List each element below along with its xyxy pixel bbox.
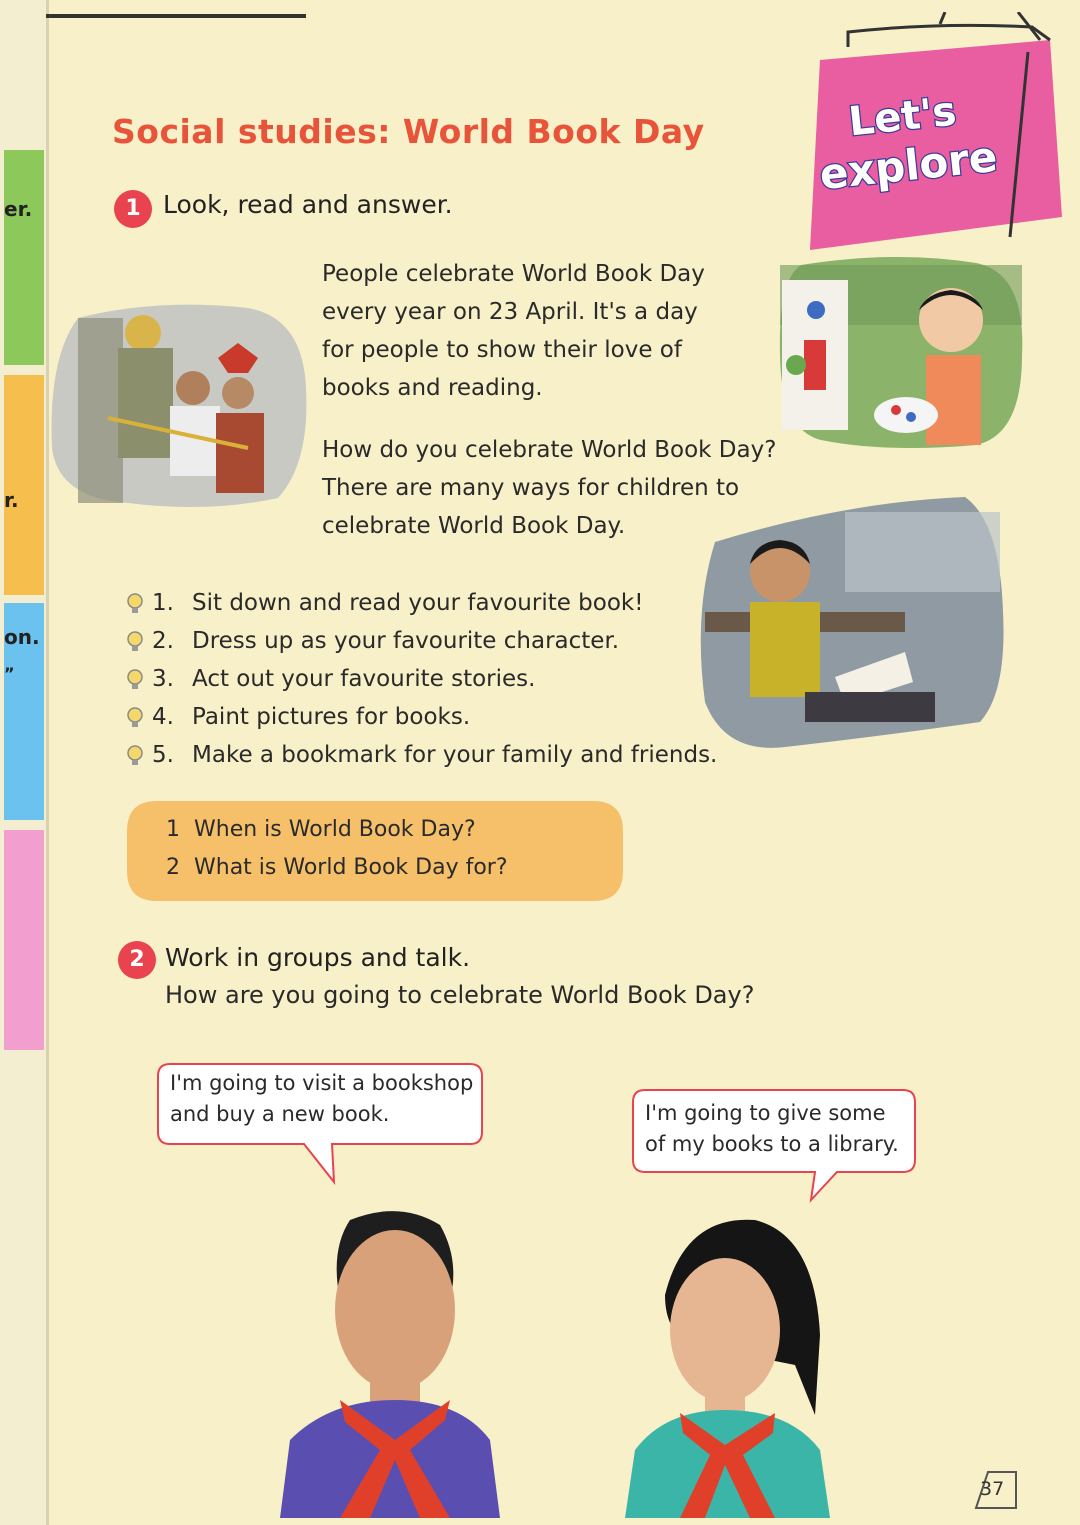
list-number: 2. bbox=[152, 628, 174, 654]
list-item bbox=[122, 698, 717, 736]
speech-text-girl bbox=[645, 1098, 899, 1160]
list-item bbox=[122, 736, 717, 774]
speech-line: of my books to a library. bbox=[645, 1132, 899, 1156]
list-number: 4. bbox=[152, 704, 174, 730]
lightbulb-icon bbox=[122, 704, 148, 730]
paragraph-line: How do you celebrate World Book Day? bbox=[322, 437, 777, 463]
speech-line: I'm going to visit a bookshop bbox=[170, 1071, 474, 1095]
lightbulb-icon bbox=[122, 590, 148, 616]
speech-text-boy bbox=[170, 1068, 473, 1130]
painting-photo bbox=[776, 255, 1026, 450]
page-title: Social studies: World Book Day bbox=[112, 112, 705, 151]
page-number: 37 bbox=[980, 1478, 1005, 1500]
lets-explore-badge bbox=[800, 12, 1070, 257]
list-item bbox=[122, 622, 717, 660]
list-item bbox=[122, 584, 717, 622]
activity-number-1: 1 bbox=[114, 190, 152, 228]
badge-line-1: Let's bbox=[846, 88, 959, 146]
question-bubble bbox=[127, 801, 623, 901]
orange-tab-strip bbox=[4, 375, 44, 595]
list-number: 3. bbox=[152, 666, 174, 692]
activity-2-prompt: How are you going to celebrate World Book Day? bbox=[165, 981, 755, 1009]
margin-fragment: r. bbox=[4, 488, 19, 512]
badge-line-2: explore bbox=[817, 131, 1000, 200]
green-tab-strip bbox=[4, 150, 44, 365]
paragraph-line: celebrate World Book Day. bbox=[322, 513, 626, 539]
lightbulb-icon bbox=[122, 742, 148, 768]
question-number: 1 bbox=[166, 817, 180, 842]
lightbulb-icon bbox=[122, 628, 148, 654]
paragraph-line: People celebrate World Book Day bbox=[322, 261, 705, 287]
question-text: When is World Book Day? bbox=[194, 817, 476, 842]
paragraph-line: for people to show their love of bbox=[322, 337, 682, 363]
boy-photo bbox=[270, 1200, 500, 1518]
pink-tab-strip bbox=[4, 830, 44, 1050]
reading-photo bbox=[695, 492, 1007, 754]
question-1 bbox=[166, 817, 476, 842]
speech-line: I'm going to give some bbox=[645, 1101, 886, 1125]
list-number: 1. bbox=[152, 590, 174, 616]
question-number: 2 bbox=[166, 855, 180, 880]
list-text: Dress up as your favourite character. bbox=[192, 628, 620, 654]
paragraph-line: books and reading. bbox=[322, 375, 543, 401]
paragraph-line: There are many ways for children to bbox=[322, 475, 740, 501]
girl-photo bbox=[625, 1215, 830, 1518]
paragraph-line: every year on 23 April. It's a day bbox=[322, 299, 698, 325]
costume-photo bbox=[48, 298, 310, 510]
celebration-ways-list bbox=[122, 584, 717, 774]
question-text: What is World Book Day for? bbox=[194, 855, 508, 880]
list-text: Paint pictures for books. bbox=[192, 704, 471, 730]
speech-line: and buy a new book. bbox=[170, 1102, 390, 1126]
margin-fragment: er. bbox=[4, 197, 33, 221]
activity-2-instruction: Work in groups and talk. bbox=[165, 943, 471, 972]
margin-fragment: on. bbox=[4, 625, 40, 649]
activity-1-instruction: Look, read and answer. bbox=[163, 190, 453, 219]
list-item bbox=[122, 660, 717, 698]
question-2 bbox=[166, 855, 508, 880]
list-text: Make a bookmark for your family and friends. bbox=[192, 742, 718, 768]
activity-number-2: 2 bbox=[118, 941, 156, 979]
list-text: Act out your favourite stories. bbox=[192, 666, 536, 692]
margin-fragment: ” bbox=[4, 664, 15, 683]
top-rule bbox=[46, 14, 306, 18]
list-number: 5. bbox=[152, 742, 174, 768]
paragraph-1 bbox=[322, 255, 705, 407]
lightbulb-icon bbox=[122, 666, 148, 692]
list-text: Sit down and read your favourite book! bbox=[192, 590, 644, 616]
